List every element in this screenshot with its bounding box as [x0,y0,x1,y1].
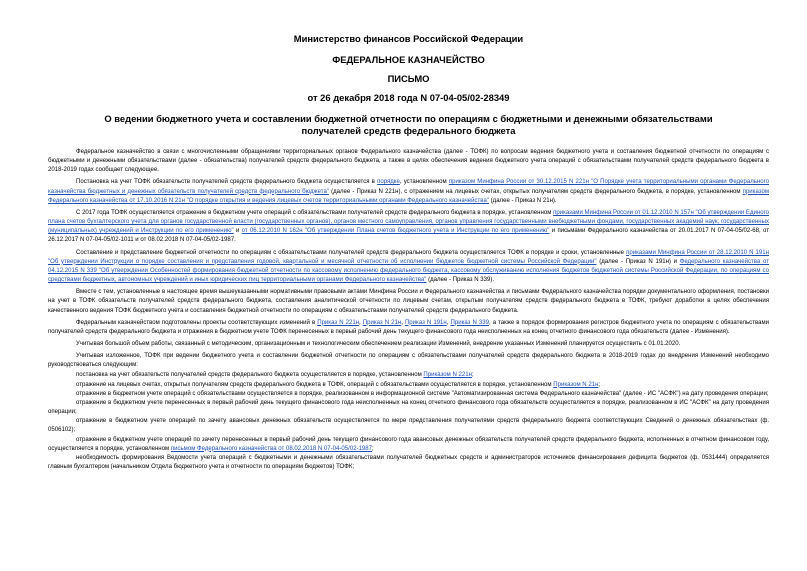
paragraph-text: , установленном [399,179,449,186]
document-link[interactable]: Приказ N 339 [450,319,489,326]
paragraph-text: , [401,319,405,326]
paragraph-text: (далее - Приказ N 21н). [488,197,557,204]
document-link[interactable]: приказами Минфина России от 28.12.2010 N 191н "Об утверждении Инструкции о порядке составления и представления годовой, квартальной и месячной отчетности об исполнении бюджетов бюджетной системы Российской Федерации" [48,249,769,265]
paragraph-text: Вместе с тем, установленные в настоящее время вышеуказанными нормативными правовыми актами Минфина России и Федерального казначейства и письмами Федерального казначейства порядки документального оформления, постановки на учет в ТОФК обязательств получателей средств федерального бюджета, составления аналитической отчетности по лицевым счетам, открытым получателям средств федерального бюджета в ТОФК, требуют доработки в целях обеспечения качественного ведения ТОФК бюджетного учета и составления бюджетной отчетности по операциям с обязательствами получателей средств федерального бюджета. [48,289,769,314]
paragraph [48,249,769,286]
paragraph-text: (далее - Приказ N 339). [426,277,495,284]
paragraph [48,340,769,349]
paragraph [48,454,769,472]
paragraph-text: Федеральное казначейство в связи с многочисленными обращениями территориальных органов Федерального казначейства (далее - ТОФК) по вопросам ведения бюджетного учета и составления бюджетной отчетности по операциям с бюджетными и денежными обязательствами (далее - обязательства) получателей средств федерального бюджета, а также в целях обеспечения ведения бюджетного учета операций с обязательствами получателей средств федерального бюджета в 2018-2019 годах сообщает следующее. [48,149,769,174]
paragraph [48,399,769,417]
document-link[interactable]: приказом Минфина России от 30.12.2015 N 221н "О Порядке учета территориальными органами Федерального казначейства бюджетных и денежных обязательств получателей средств федерального бюджета" [48,179,770,195]
document-link[interactable]: Приказ N 21н [362,319,402,326]
paragraph-text: отражение на лицевых счетах, открытых получателям средств федерального бюджета в ТОФК, операций с обязательствами осуществляется в порядке, установленном [76,381,554,388]
paragraph-text: ; [372,445,374,452]
paragraph-text: необходимость формирования Ведомости учета операций с бюджетными и денежными обязательствами получателей бюджетных средств и администраторов источников финансирования дефицита бюджетов (ф. 0531444) определяется главным бухгалтером (начальником Отдела бюджетного учета и отчетности по операциям бюджетов) ТОФК; [48,454,769,470]
paragraph [48,417,769,435]
document-page [48,0,769,472]
paragraph [48,436,769,454]
document-body [48,148,769,472]
document-link[interactable]: Приказ N 191н [404,319,447,326]
paragraph-text: постановка на учет обязательств получателей средств федерального бюджета осуществляется в порядке, установленном [76,372,424,379]
paragraph-text: Федеральным казначейством подготовлены проекты соответствующих изменений в [76,319,318,326]
paragraph [48,148,769,175]
ministry-name: Министерство финансов Российской Федерации [293,33,524,44]
paragraph-text: Учитывая изложенное, ТОФК при ведении бюджетного учета и составлении бюджетной отчетности по операциям с обязательствами получателей средств федерального бюджета в 2018-2019 годах до внедрения Изменений необходимо руководствоваться следующим: [48,353,769,369]
document-link[interactable]: письмом Федерального казначейства от 08.02.2018 N 07-04-05/02-1987 [170,445,373,452]
document-type: ПИСЬМО [387,73,430,84]
document-link[interactable]: от 06.12.2010 N 162н "Об утверждении Плана счетов бюджетного учета и Инструкции по его применению" [241,228,550,235]
paragraph-text: (далее - Приказ N 221н), с отражением на лицевых счетах, открытых получателям средств федерального бюджета, в порядке, установленном [328,188,743,195]
paragraph [48,178,769,205]
paragraph [48,319,769,337]
paragraph-text: и письмами Федерального казначейства от 20.01.2017 N 07-04-05/02-68, от 26.12.2017 N 07-04-05/02-1011 и от 08.02.2018 N 07-04-05/02-1987. [48,228,769,244]
document-link[interactable]: приказом Федерального казначейства от 17.10.2016 N 21н "О порядке открытия и ведения лицевых счетов территориальными органами Федерального казначейства" [48,188,769,204]
paragraph-text: С 2017 года ТОФК осуществляется отражение в бюджетном учете операций с обязательствами получателей средств федерального бюджета в порядке, установленном [76,209,554,216]
document-link[interactable]: Приказ N 221н [317,319,360,326]
paragraph [48,371,769,380]
paragraph-text: Постановка на учет ТОФК обязательств получателей средств федерального бюджета осуществляется в [76,179,378,186]
paragraph-text: отражение в бюджетном учете операций по зачету авансовых денежных обязательств осуществляется по мере представления получателями средств федерального бюджета соответствующих Сведений о денежных обязательствах (ф. 0506102); [48,418,769,434]
document-date-number: от 26 декабря 2018 года N 07-04-05/02-28349 [307,92,510,103]
paragraph-text: , [446,319,451,326]
document-link[interactable]: порядке [377,179,400,186]
paragraph [48,352,769,370]
document-link[interactable]: Федерального казначейства от 04.12.2015 N 339 "Об утверждении Особенностей формирования бюджетной отчетности по кассовому исполнению федерального бюджета, кассовому обслуживанию исполнения бюджетов бюджетной системы Российской Федерации, по операциям со средствами бюджетных, автономных учреждений и иных юридических лиц территориальными органами Федерального казначейства" [48,258,769,284]
paragraph [48,209,769,246]
paragraph-text: (далее - Приказ N 191н) и [596,258,680,265]
paragraph-text: , [359,319,363,326]
paragraph [48,288,769,315]
paragraph-text: и [233,228,242,235]
document-link[interactable]: Приказом N 221н [423,372,472,379]
paragraph-text: ; [598,381,601,388]
document-link[interactable]: приказами Минфина России от 01.12.2010 N 157н "Об утверждении Единого плана счетов бухгалтерского учета для органов государственной власти (государственных органов), органов местного самоуправления, органов управления государственными внебюджетными фондами, государственных академий наук, государственных (муниципальных) учреждений и Инструкции по его применению" [48,209,769,235]
paragraph-text: Учитывая большой объем работы, связанный с методическим, организационным и технологическим обеспечением реализации Изменений, внедрение указанных Изменений планируется осуществить с 01.01.2020. [76,340,681,347]
paragraph-text: Составление и представление бюджетной отчетности по операциям с обязательствами получателей средств федерального бюджета осуществляется ТОФК в порядке и сроки, установленные [76,249,627,256]
paragraph-text: отражение в бюджетном учете операций по зачету перенесенных в первый рабочий день текущего финансового года авансовых денежных обязательств получателей средств федерального бюджета, исполненных в отчетном финансовом году, осуществляется в порядке, установленном [48,436,769,452]
paragraph-text: ; [471,372,474,379]
document-header [48,33,769,136]
paragraph [48,390,769,399]
paragraph-text: отражение в бюджетном учете операций с обязательствами осуществляется в порядке, реализованном в информационной системе "Автоматизированная система Федерального казначейства" (далее - ИС "АСФК") на дату проведения операции; [76,390,769,397]
paragraph-text: отражение в бюджетном учете перенесенных в первый рабочий день текущего финансового года неисполненных на конец отчетного финансового года обязательств осуществляется в порядке, реализованном в ИС "АСФК" на дату проведения операции; [48,399,769,416]
document-link[interactable]: Приказом N 21н [553,381,599,388]
paragraph [48,381,769,390]
document-title: О ведении бюджетного учета и составлении бюджетной отчетности по операциям с бюджетными и денежными обязательствами получателей средств федерального бюджета [104,113,713,136]
agency-name: ФЕДЕРАЛЬНОЕ КАЗНАЧЕЙСТВО [332,54,485,65]
paragraph-text: , а также в порядок формирования регистров бюджетного учета по операциям с обязательствами получателей средств федерального бюджета и отражения в бюджетном учете ТОФК перенесенных в первый рабочий день текущего финансового года неисполненных на конец отчетного финансового года обязательств (далее - Изменения). [48,319,770,335]
